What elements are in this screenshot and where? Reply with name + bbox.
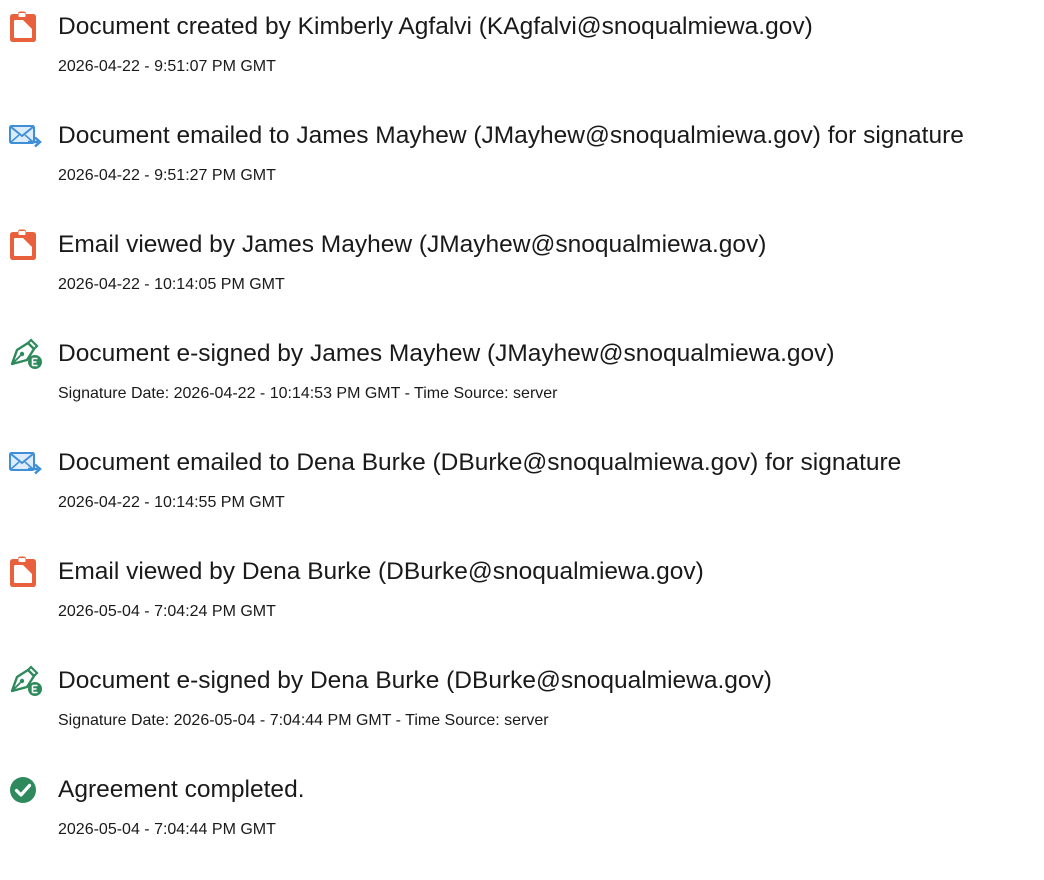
event-description: Email viewed by James Mayhew (JMayhew@snoqualmiewa.gov): [58, 231, 767, 258]
audit-event: [8, 218, 1044, 308]
event-timestamp: 2026-04-22 - 10:14:55 PM GMT: [58, 494, 285, 511]
audit-event: [8, 0, 1044, 90]
audit-event: [8, 436, 1044, 526]
email-sent-icon: [8, 446, 44, 480]
audit-event: [8, 545, 1044, 635]
event-timestamp: Signature Date: 2026-05-04 - 7:04:44 PM GMT - Time Source: server: [58, 712, 549, 729]
audit-event: [8, 654, 1044, 744]
document-viewed-icon: [8, 228, 44, 262]
event-description: Document created by Kimberly Agfalvi (KAgfalvi@snoqualmiewa.gov): [58, 13, 813, 40]
event-timestamp: Signature Date: 2026-04-22 - 10:14:53 PM GMT - Time Source: server: [58, 385, 558, 402]
email-sent-icon: [8, 119, 44, 153]
check-circle-icon: [8, 773, 44, 807]
audit-event: [8, 327, 1044, 417]
event-description: Document e-signed by Dena Burke (DBurke@snoqualmiewa.gov): [58, 667, 772, 694]
event-timestamp: 2026-05-04 - 7:04:44 PM GMT: [58, 821, 276, 838]
event-description: Email viewed by Dena Burke (DBurke@snoqualmiewa.gov): [58, 558, 704, 585]
document-viewed-icon: [8, 555, 44, 589]
event-description: Document e-signed by James Mayhew (JMayhew@snoqualmiewa.gov): [58, 340, 835, 367]
audit-event: [8, 763, 1044, 853]
event-timestamp: 2026-04-22 - 10:14:05 PM GMT: [58, 276, 285, 293]
event-description: Agreement completed.: [58, 776, 305, 803]
audit-event: [8, 109, 1044, 199]
event-description: Document emailed to James Mayhew (JMayhew@snoqualmiewa.gov) for signature: [58, 122, 964, 149]
event-timestamp: 2026-04-22 - 9:51:07 PM GMT: [58, 58, 276, 75]
event-timestamp: 2026-05-04 - 7:04:24 PM GMT: [58, 603, 276, 620]
esign-pen-icon: [8, 664, 44, 698]
event-description: Document emailed to Dena Burke (DBurke@snoqualmiewa.gov) for signature: [58, 449, 902, 476]
document-created-icon: [8, 10, 44, 44]
esign-pen-icon: [8, 337, 44, 371]
event-timestamp: 2026-04-22 - 9:51:27 PM GMT: [58, 167, 276, 184]
